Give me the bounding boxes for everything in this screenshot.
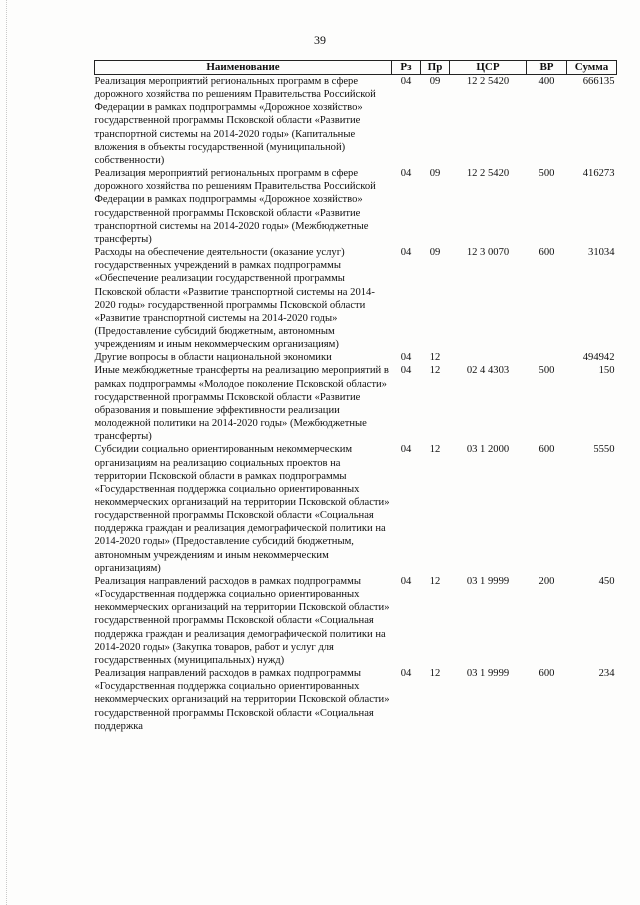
table-row (95, 246, 617, 351)
row-rz: 04 (400, 668, 412, 680)
row-vr: 500 (538, 168, 555, 180)
row-name: Реализация направлений расходов в рамках подпрограммы «Государственная поддержка социально ориентированных некоммерческих организаций на территории Псковской области» государственной программы Псковской области «Социальная поддержка граждан и реализация демографической политики на 2014-2020 годы» (Закупка товаров, работ и услуг для государственных (муниципальных) нужд) (94, 575, 390, 666)
row-sum: 5550 (593, 444, 615, 456)
table-header (95, 61, 617, 75)
row-rz: 04 (400, 352, 412, 364)
row-rz: 04 (400, 168, 412, 180)
table-row (95, 364, 617, 443)
budget-table (94, 60, 617, 733)
row-csr (450, 351, 527, 364)
row-name: Субсидии социально ориентированным некоммерческим организациям на реализацию социальных проектов на территории Псковской области в рамках подпрограммы «Государственная поддержка социально ориентированных некоммерческих организаций на территории Псковской области» государственной программы Псковской области «Социальная поддержка граждан и реализация демографической политики на 2014-2020 годы» (Предоставление субсидий бюджетным, автономным учреждениям и иным некоммерческим организациям) (94, 444, 390, 574)
header-pr: Пр (421, 61, 450, 75)
row-pr: 09 (429, 247, 441, 259)
header-rz: Рз (392, 61, 421, 75)
row-name: Другие вопросы в области национальной экономики (94, 352, 332, 364)
table-row (95, 351, 617, 364)
row-pr: 12 (429, 668, 441, 680)
header-vr: ВР (527, 61, 567, 75)
header-sum: Сумма (567, 61, 617, 75)
row-name: Реализация мероприятий региональных программ в сфере дорожного хозяйства по решениям Правительства Российской Федерации в рамках подпрограммы «Дорожное хозяйство» государственной программы Псковской области «Развитие транспортной системы на 2014-2020 годы» (Межбюджетные трансферты) (94, 168, 376, 245)
row-csr: 03 1 9999 (466, 668, 510, 680)
row-sum: 234 (598, 668, 615, 680)
row-vr: 200 (538, 575, 555, 587)
row-sum: 31034 (588, 247, 615, 259)
row-vr: 400 (538, 76, 555, 87)
row-csr: 12 2 5420 (466, 76, 510, 87)
row-csr: 03 1 9999 (466, 575, 510, 587)
row-pr: 12 (429, 575, 441, 587)
row-pr: 12 (429, 365, 441, 377)
row-sum: 494942 (582, 352, 615, 364)
scan-margin-line (6, 0, 7, 905)
row-sum: 666135 (582, 76, 615, 87)
table-row (95, 667, 617, 733)
table-row (95, 443, 617, 575)
table-row (95, 575, 617, 667)
row-pr: 12 (429, 444, 441, 456)
row-name: Иные межбюджетные трансферты на реализацию мероприятий в рамках подпрограммы «Молодое поколение Псковской области» государственной программы Псковской области «Развитие образования и повышение эффективности реализации молодежной политики на 2014-2020 годы» (Межбюджетные трансферты) (94, 365, 389, 443)
row-vr: 600 (538, 247, 555, 259)
row-vr: 600 (538, 668, 555, 680)
row-sum: 150 (598, 365, 615, 377)
row-rz: 04 (400, 365, 412, 377)
row-sum: 416273 (582, 168, 615, 180)
row-name: Реализация направлений расходов в рамках подпрограммы «Государственная поддержка социально ориентированных некоммерческих организаций на территории Псковской области» государственной программы Псковской области «Социальная поддержка (94, 668, 390, 732)
row-name: Расходы на обеспечение деятельности (оказание услуг) государственных учреждений в рамках подпрограммы «Обеспечение реализации государственной программы Псковской области «Развитие транспортной системы на 2014-2020 годы» государственной программы Псковской области «Развитие транспортной системы на 2014-2020 годы» (Предоставление субсидий бюджетным, автономным учреждениям и иным некоммерческим организациям) (94, 247, 375, 351)
row-rz: 04 (400, 575, 412, 587)
header-name: Наименование (95, 61, 392, 75)
header-csr: ЦСР (450, 61, 527, 75)
table-header-row (95, 61, 617, 75)
row-pr: 09 (429, 76, 441, 87)
row-rz: 04 (400, 76, 412, 87)
table-row (95, 167, 617, 246)
row-vr: 500 (538, 365, 555, 377)
row-csr: 12 2 5420 (466, 168, 510, 180)
row-csr: 03 1 2000 (466, 444, 510, 456)
row-vr (527, 351, 567, 364)
row-pr: 12 (429, 352, 441, 364)
row-sum: 450 (598, 575, 615, 587)
row-rz: 04 (400, 444, 412, 456)
page-number: 39 (314, 33, 326, 47)
row-pr: 09 (429, 168, 441, 180)
row-csr: 12 3 0070 (466, 247, 510, 259)
row-rz: 04 (400, 247, 412, 259)
row-name: Реализация мероприятий региональных программ в сфере дорожного хозяйства по решениям Правительства Российской Федерации в рамках подпрограммы «Дорожное хозяйство» государственной программы Псковской области «Развитие транспортной системы на 2014-2020 годы» (Капитальные вложения в объекты государственной (муниципальной) собственности) (94, 76, 376, 166)
table-row (95, 75, 617, 168)
row-vr: 600 (538, 444, 555, 456)
row-csr: 02 4 4303 (466, 365, 510, 377)
